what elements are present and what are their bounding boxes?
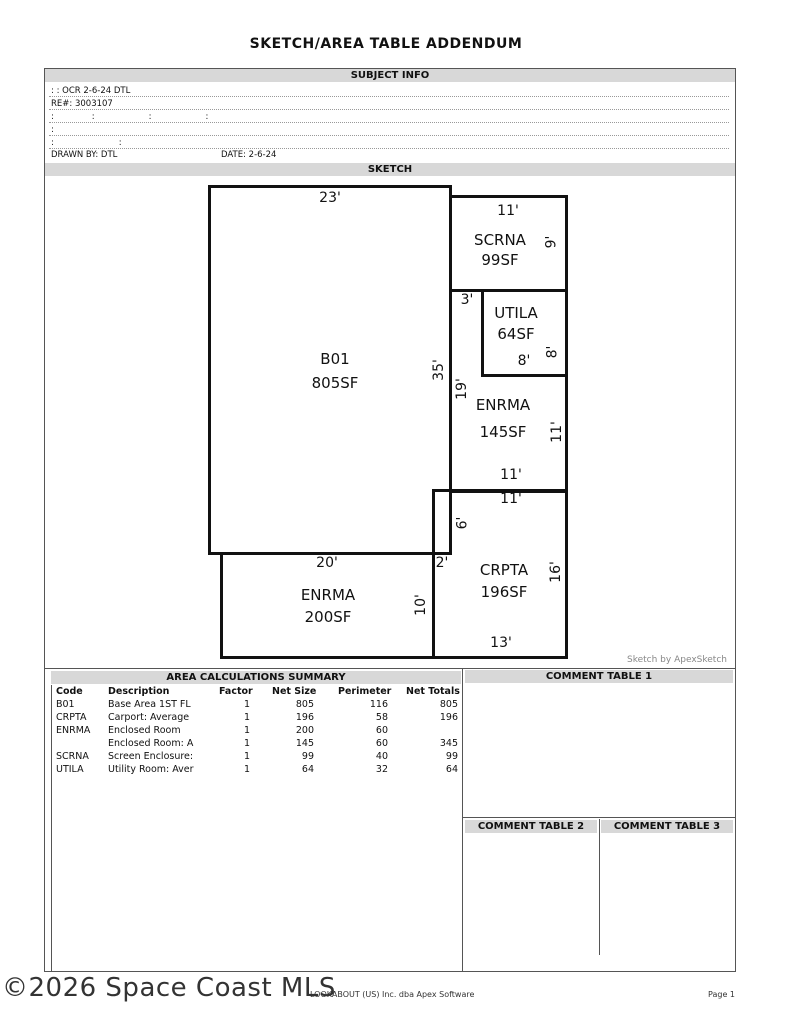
cell-factor: 1 bbox=[244, 725, 251, 736]
enrma-200-code: ENRMA bbox=[300, 586, 356, 604]
enrma-145-area: 145SF bbox=[479, 423, 527, 441]
enrma-145-side-dim: 11' bbox=[548, 421, 565, 443]
cell-net-size: 99 bbox=[301, 751, 314, 762]
utila-code: UTILA bbox=[494, 304, 538, 322]
crpta-bottom-dim: 13' bbox=[490, 635, 512, 651]
table-row bbox=[56, 699, 75, 710]
cell-perimeter: 60 bbox=[375, 725, 388, 736]
enrma-200-area: 200SF bbox=[304, 608, 352, 626]
comment-table-3-header: COMMENT TABLE 3 bbox=[601, 820, 733, 833]
cell-perimeter: 58 bbox=[375, 712, 388, 723]
b01-side-dim: 35' bbox=[430, 359, 447, 381]
enrma-145-left-dim: 19' bbox=[453, 378, 470, 400]
cell-factor: 1 bbox=[244, 699, 251, 710]
software-credit: LOOKABOUT (US) Inc. dba Apex Software bbox=[310, 990, 475, 999]
cell-net-size: 64 bbox=[301, 764, 314, 775]
cell-description: Screen Enclosure: bbox=[108, 751, 194, 762]
scrna-area: 99SF bbox=[481, 251, 519, 269]
divider bbox=[45, 668, 735, 669]
divider bbox=[49, 109, 729, 110]
b01-code: B01 bbox=[320, 350, 350, 368]
crpta-top-dim: 11' bbox=[500, 491, 522, 507]
scrna-side-dim: 9' bbox=[543, 235, 560, 249]
sketch-header: SKETCH bbox=[45, 163, 735, 176]
cell-factor: 1 bbox=[244, 738, 251, 749]
cell-description: Enclosed Room bbox=[108, 725, 181, 736]
cell-net-totals: 805 bbox=[439, 699, 458, 710]
area-calc-table bbox=[56, 686, 462, 786]
subject-row-4: : bbox=[51, 125, 54, 135]
divider bbox=[51, 685, 52, 972]
enrma-200-top-dim: 20' bbox=[316, 555, 338, 571]
cell-net-size: 145 bbox=[295, 738, 314, 749]
watermark: ©2026 Space Coast MLS bbox=[2, 973, 336, 1003]
cell-net-totals: 99 bbox=[445, 751, 458, 762]
utila-side-dim: 8' bbox=[544, 345, 561, 359]
scrna-top-dim: 11' bbox=[497, 203, 519, 219]
cell-net-totals: 345 bbox=[439, 738, 458, 749]
utila-area: 64SF bbox=[497, 325, 535, 343]
cell-net-size: 196 bbox=[295, 712, 314, 723]
divider bbox=[49, 135, 729, 136]
b01-top-dim: 23' bbox=[319, 190, 341, 206]
cell-perimeter: 60 bbox=[375, 738, 388, 749]
sketch-credit: Sketch by ApexSketch bbox=[627, 655, 727, 665]
cell-factor: 1 bbox=[244, 712, 251, 723]
divider bbox=[462, 669, 463, 972]
page-number: Page 1 bbox=[708, 990, 735, 999]
cell-code: ENRMA bbox=[56, 725, 91, 736]
comment-table-2-header: COMMENT TABLE 2 bbox=[465, 820, 597, 833]
b01-area: 805SF bbox=[311, 374, 359, 392]
crpta-area: 196SF bbox=[480, 583, 528, 601]
scrna-code: SCRNA bbox=[474, 231, 526, 249]
area-calc-header: AREA CALCULATIONS SUMMARY bbox=[51, 671, 461, 684]
divider bbox=[49, 122, 729, 123]
column-header-net-totals: Net Totals bbox=[406, 686, 460, 697]
cell-description: Utility Room: Aver bbox=[108, 764, 194, 775]
divider bbox=[599, 819, 600, 955]
cell-perimeter: 32 bbox=[375, 764, 388, 775]
enrma-145-bottom-dim: 11' bbox=[500, 467, 522, 483]
drawn-by: DRAWN BY: DTL bbox=[51, 150, 118, 160]
cell-perimeter: 116 bbox=[369, 699, 388, 710]
column-header-perimeter: Perimeter bbox=[338, 686, 392, 697]
divider bbox=[49, 148, 729, 149]
column-header-description: Description bbox=[108, 686, 170, 697]
subject-row-3: : : : : bbox=[51, 112, 209, 122]
crpta-left-dim: 6' bbox=[454, 516, 471, 530]
divider bbox=[463, 817, 735, 818]
crpta-code: CRPTA bbox=[479, 561, 529, 579]
column-header-net-size: Net Size bbox=[272, 686, 317, 697]
cell-description: Base Area 1ST FL bbox=[108, 699, 191, 710]
cell-perimeter: 40 bbox=[375, 751, 388, 762]
comment-table-1-header: COMMENT TABLE 1 bbox=[465, 670, 733, 683]
date: DATE: 2-6-24 bbox=[221, 150, 277, 160]
cell-code: UTILA bbox=[56, 764, 84, 775]
cell-code: SCRNA bbox=[56, 751, 89, 762]
cell-factor: 1 bbox=[244, 751, 251, 762]
column-header-code: Code bbox=[56, 686, 83, 697]
subject-info-header: SUBJECT INFO bbox=[45, 69, 735, 82]
utila-left-dim: 3' bbox=[460, 292, 474, 308]
cell-code: B01 bbox=[56, 699, 75, 710]
cell-description: Carport: Average bbox=[108, 712, 190, 723]
cell-description: Enclosed Room: A bbox=[108, 738, 194, 749]
subject-row-1: : : OCR 2-6-24 DTL bbox=[51, 86, 131, 96]
cell-net-totals: 64 bbox=[445, 764, 458, 775]
cell-code: CRPTA bbox=[56, 712, 87, 723]
divider bbox=[49, 96, 729, 97]
subject-row-5: : : bbox=[51, 138, 122, 148]
enrma-200-side-dim: 10' bbox=[412, 594, 429, 616]
crpta-side-dim: 16' bbox=[547, 561, 564, 583]
utila-bottom-dim: 8' bbox=[517, 353, 531, 369]
crpta-corner-dim: 2' bbox=[435, 555, 449, 571]
enrma-145-code: ENRMA bbox=[475, 396, 531, 414]
page-title: SKETCH/AREA TABLE ADDENDUM bbox=[249, 36, 523, 52]
cell-net-totals: 196 bbox=[439, 712, 458, 723]
cell-net-size: 200 bbox=[295, 725, 314, 736]
cell-net-size: 805 bbox=[295, 699, 314, 710]
divider bbox=[51, 971, 462, 972]
room-b01 bbox=[208, 185, 452, 555]
cell-factor: 1 bbox=[244, 764, 251, 775]
subject-row-2: RE#: 3003107 bbox=[51, 99, 113, 109]
column-header-factor: Factor bbox=[219, 686, 253, 697]
